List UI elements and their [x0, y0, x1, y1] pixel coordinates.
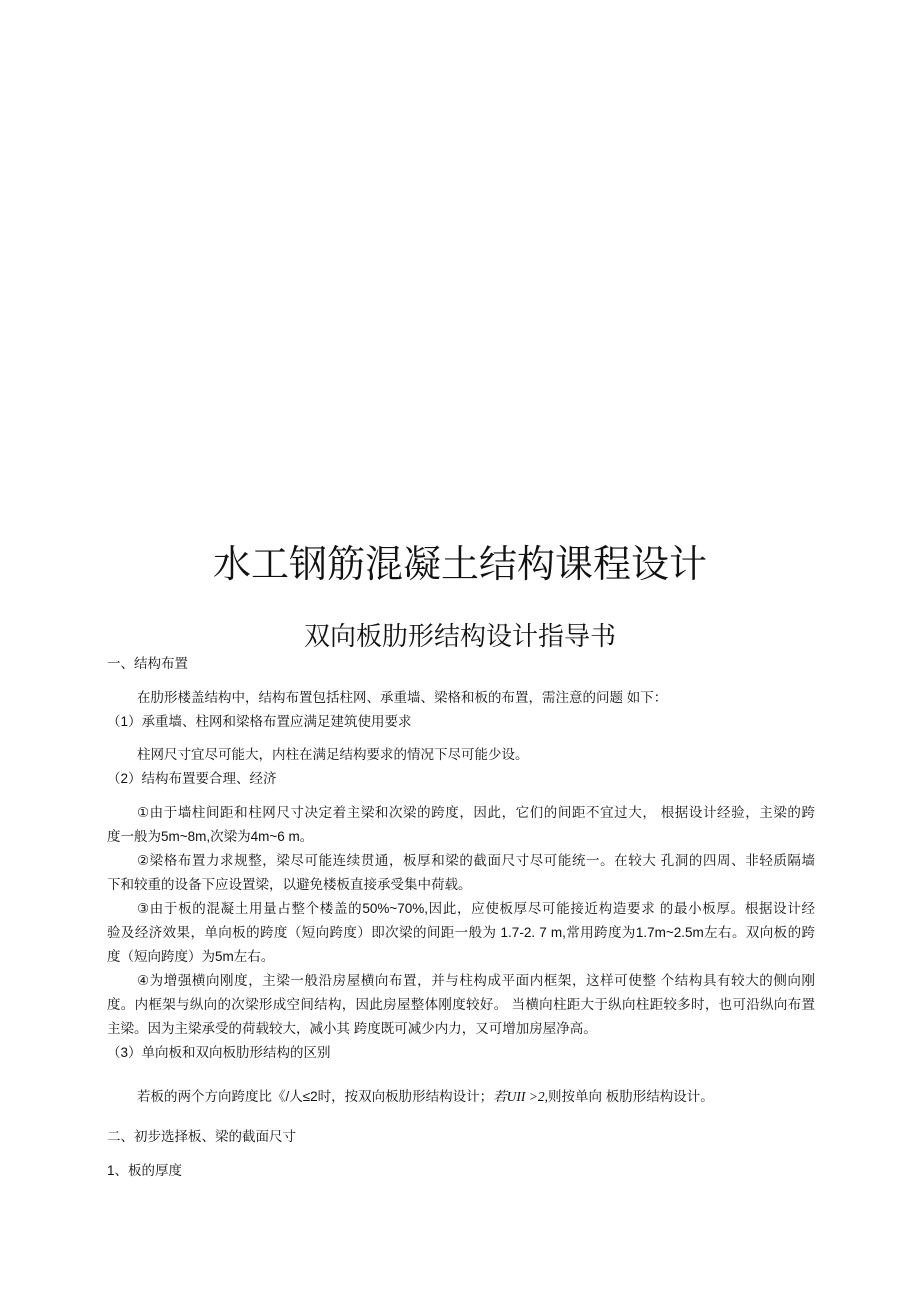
subheading-3: （3）单向板和双向板肋形结构的区别 — [107, 1045, 331, 1060]
subsection-slab-thickness: 1、板的厚度 — [107, 1163, 183, 1178]
item-1-line-1: ①由于墙柱间距和柱网尺寸决定着主梁和次梁的跨度，因此，它们的间距不宜过大， 根据设计经验，主梁的跨 — [137, 805, 815, 820]
ratio-text-c: 则按单向 板肋形结构设计。 — [548, 1089, 714, 1104]
item-2-line-1: ②梁格布置力求规整，梁尽可能连续贯通，板厚和梁的截面尺寸尽可能统一。在较大 孔洞的四周、非轻质隔墙 — [137, 853, 815, 868]
section-heading-2: 二、初步选择板、梁的截面尺寸 — [107, 1129, 296, 1144]
item-3-line-3: 度（短向跨度）为5m左右。 — [107, 949, 275, 964]
paragraph-column-grid: 柱网尺寸宜尽可能大，内柱在满足结构要求的情况下尽可能少设。 — [137, 747, 529, 762]
item-4-line-2: 度。内框架与纵向的次梁形成空间结构，因此房屋整体刚度较好。 当横向柱距大于纵向柱距较多时，也可沿纵向布置 — [107, 997, 815, 1012]
section-heading-1: 一、结构布置 — [107, 656, 188, 671]
item-3-line-1: ③由于板的混凝土用量占整个楼盖的50%~70%,因此，应使板厚尽可能接近构造要求 的最小板厚。根据设计经 — [137, 901, 815, 916]
ratio-text-b: 若UII >2, — [493, 1089, 549, 1104]
ratio-text-a: 若板的两个方向跨度比《/人≤2时，按双向板肋形结构设计； — [137, 1089, 494, 1104]
paragraph-intro: 在肋形楼盖结构中，结构布置包括柱网、承重墙、梁格和板的布置，需注意的问题 如下： — [137, 690, 668, 705]
document-subtitle: 双向板肋形结构设计指导书 — [303, 621, 616, 651]
item-2-line-2: 下和较重的设备下应设置梁，以避免楼板直接承受集中荷载。 — [107, 877, 472, 892]
subheading-1: （1）承重墙、柱网和梁格布置应满足建筑使用要求 — [107, 714, 412, 729]
item-1-line-2: 度一般为5m~8m,次梁为4m~6 m。 — [107, 829, 314, 844]
paragraph-slab-ratio — [137, 1088, 714, 1106]
item-4-line-3: 主梁。因为主梁承受的荷载较大，减小其 跨度既可减少内力，又可增加房屋净高。 — [107, 1021, 597, 1036]
item-4-line-1: ④为增强横向刚度，主梁一般沿房屋横向布置，并与柱构成平面内框架，这样可使整 个结构具有较大的侧向刚 — [137, 973, 815, 988]
document-title: 水工钢筋混凝土结构课程设计 — [212, 544, 707, 586]
subheading-2: （2）结构布置要合理、经济 — [107, 771, 277, 786]
item-3-line-2: 验及经济效果，单向板的跨度（短向跨度）即次梁的间距一般为 1.7-2. 7 m,常用跨度为1.7m~2.5m左右。双向板的跨 — [107, 925, 815, 940]
